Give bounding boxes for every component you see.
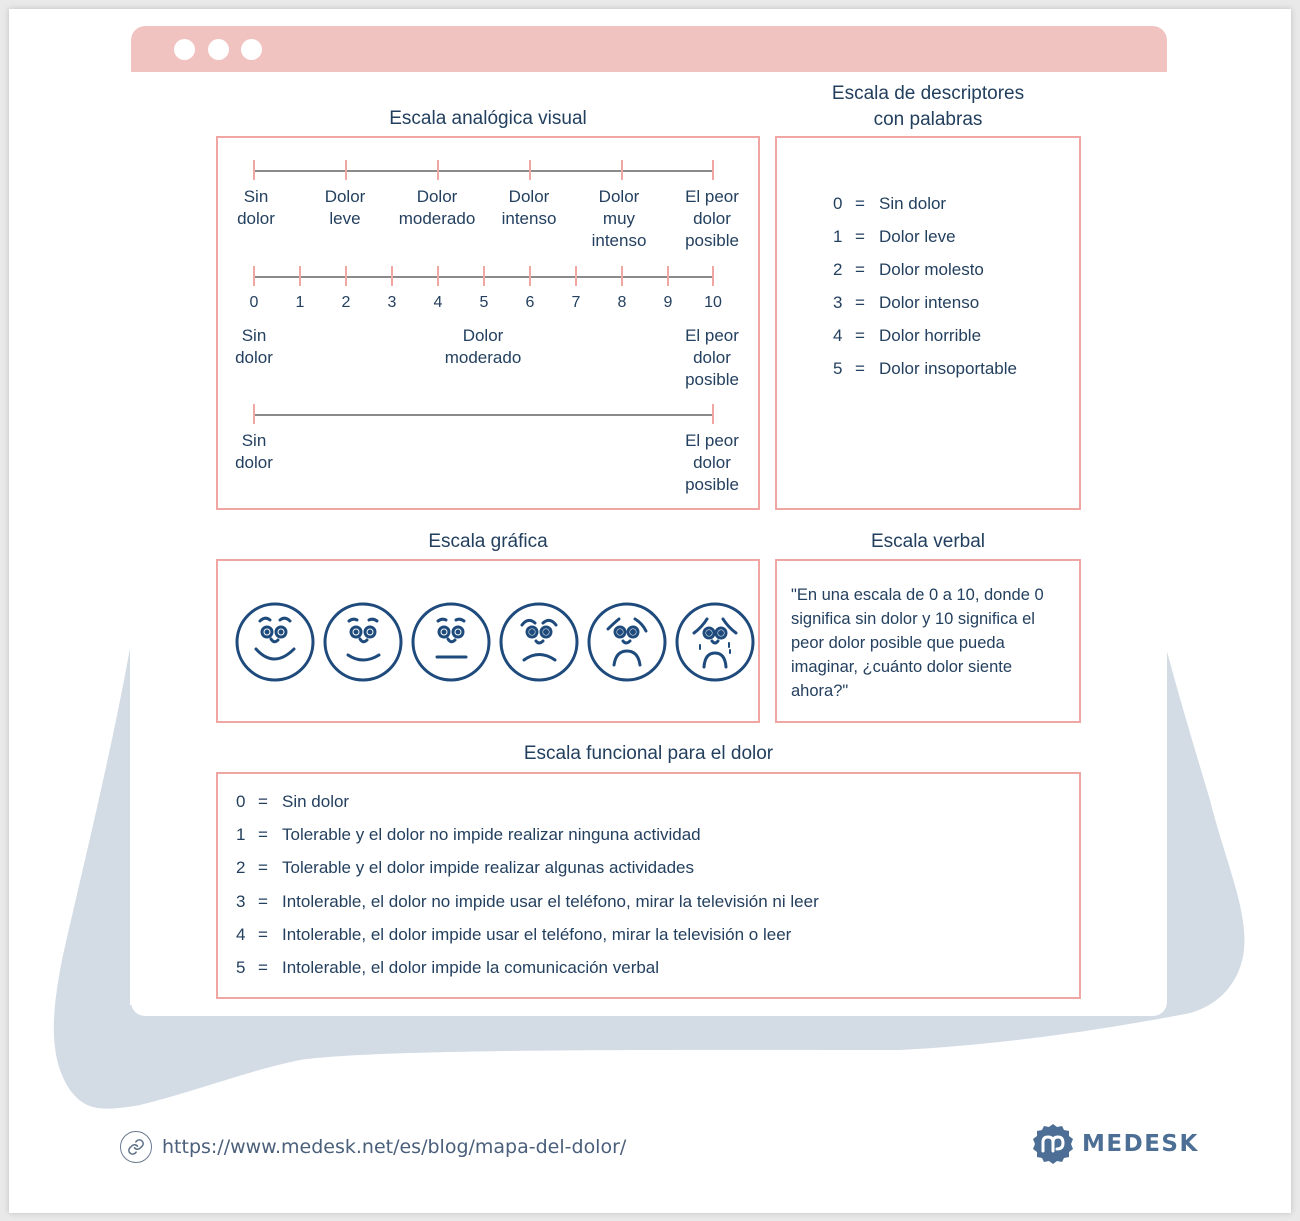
tick: [299, 266, 301, 286]
descriptor-row: 4 = Dolor horrible: [833, 326, 982, 345]
tick: [529, 266, 531, 286]
happy-face-icon: [322, 601, 404, 683]
source-url[interactable]: https://www.medesk.net/es/blog/mapa-del-dolor/: [162, 1136, 627, 1158]
tick: [712, 404, 714, 424]
window-dot-3[interactable]: [241, 39, 262, 60]
descriptor-row: 5 = Dolor insoportable: [833, 359, 1017, 378]
vas-label-leve: Dolor leve: [324, 187, 366, 228]
functional-row: 4 = Intolerable, el dolor impide usar el teléfono, mirar la televisión o leer: [236, 925, 792, 944]
tick: [345, 160, 347, 180]
medesk-badge-icon: [1032, 1123, 1074, 1165]
vas2-left-label: Sin dolor: [235, 326, 273, 367]
link-icon: [120, 1131, 152, 1163]
graphic-title: Escala gráfica: [428, 531, 548, 552]
vas3-left-label: Sin dolor: [235, 431, 273, 472]
vas-label-muy-intenso: Dolor muy intenso: [591, 187, 647, 250]
tick: [391, 266, 393, 286]
graphic-panel: [216, 559, 760, 723]
functional-row: 2 = Tolerable y el dolor impide realizar algunas actividades: [236, 858, 695, 877]
vas-panel: [216, 136, 760, 510]
vas-title: Escala analógica visual: [389, 108, 587, 129]
vas-num-0: 0: [249, 294, 259, 311]
vas-num-1: 1: [295, 294, 305, 311]
vas-num-6: 6: [525, 294, 535, 311]
tick: [345, 266, 347, 286]
medesk-logo: [1032, 1123, 1199, 1165]
functional-title: Escala funcional para el dolor: [523, 743, 774, 764]
descriptor-row: 3 = Dolor intenso: [833, 293, 980, 312]
descriptor-row: 0 = Sin dolor: [833, 194, 947, 213]
tick: [621, 266, 623, 286]
functional-panel: [216, 772, 1081, 999]
descriptors-title: Escala de descriptores con palabras: [831, 83, 1025, 130]
tick: [253, 404, 255, 424]
tick: [621, 160, 623, 180]
verbal-panel: [775, 559, 1081, 723]
tick: [253, 160, 255, 180]
tick: [437, 266, 439, 286]
vas-num-10: 10: [704, 294, 722, 311]
browser-window: [131, 26, 1167, 1016]
window-titlebar: [131, 26, 1167, 72]
functional-row: 0 = Sin dolor: [236, 792, 350, 811]
very-happy-face-icon: [234, 601, 316, 683]
brand-name: MEDESK: [1082, 1131, 1199, 1157]
window-dot-1[interactable]: [174, 39, 195, 60]
descriptor-row: 2 = Dolor molesto: [833, 260, 984, 279]
tick: [712, 266, 714, 286]
tick: [667, 266, 669, 286]
vas-scale1-line: [253, 170, 713, 172]
window-dot-2[interactable]: [208, 39, 229, 60]
vas-num-8: 8: [617, 294, 627, 311]
functional-row: 1 = Tolerable y el dolor no impide realizar ninguna actividad: [236, 825, 701, 844]
descriptors-panel: [775, 136, 1081, 510]
vas-num-4: 4: [433, 294, 443, 311]
tick: [253, 266, 255, 286]
functional-row: 3 = Intolerable, el dolor no impide usar el teléfono, mirar la televisión ni leer: [236, 892, 819, 911]
vas-num-2: 2: [341, 294, 351, 311]
source-link[interactable]: [120, 1131, 626, 1163]
tick: [575, 266, 577, 286]
vas3-right-label: El peor dolor posible: [685, 431, 739, 494]
very-sad-face-icon: [586, 601, 668, 683]
vas-num-5: 5: [479, 294, 489, 311]
verbal-question: "En una escala de 0 a 10, donde 0 significa sin dolor y 10 significa el peor dolor posible que pueda imaginar, ¿cuánto dolor siente ahora?": [791, 586, 1044, 700]
crying-face-icon: [674, 601, 756, 683]
vas-num-9: 9: [663, 294, 673, 311]
tick: [483, 266, 485, 286]
vas2-mid-label: Dolor moderado: [444, 326, 522, 367]
vas-label-peor: El peor dolor posible: [685, 187, 739, 250]
sad-face-icon: [498, 601, 580, 683]
vas-label-sin-dolor: Sin dolor: [237, 187, 275, 228]
vas-num-7: 7: [571, 294, 581, 311]
vas-label-moderado: Dolor moderado: [398, 187, 476, 228]
tick: [437, 160, 439, 180]
tick: [712, 160, 714, 180]
vas2-right-label: El peor dolor posible: [685, 326, 739, 389]
vas-num-3: 3: [387, 294, 397, 311]
descriptor-row: 1 = Dolor leve: [833, 227, 956, 246]
neutral-face-icon: [410, 601, 492, 683]
verbal-title: Escala verbal: [870, 531, 986, 552]
vas-scale3-line: [253, 414, 713, 416]
vas-label-intenso: Dolor intenso: [501, 187, 557, 228]
tick: [529, 160, 531, 180]
functional-row: 5 = Intolerable, el dolor impide la comunicación verbal: [236, 958, 660, 977]
